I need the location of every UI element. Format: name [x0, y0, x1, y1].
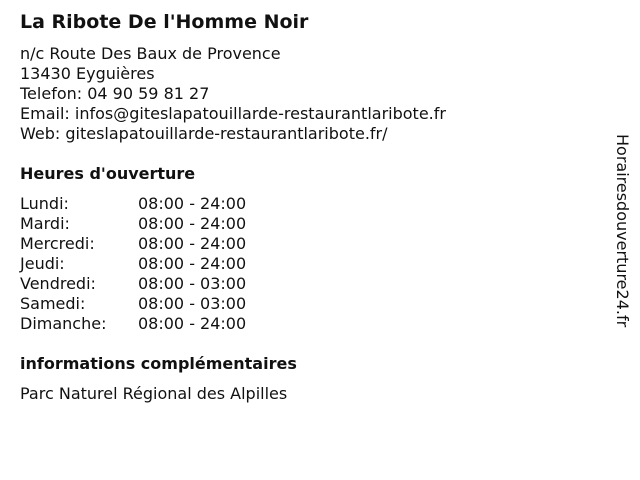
hours-time: 08:00 - 03:00: [138, 294, 247, 313]
hours-time: 08:00 - 24:00: [138, 314, 247, 333]
hours-heading: Heures d'ouverture: [20, 164, 196, 183]
hours-day: Mardi:: [20, 214, 70, 233]
address-block: [20, 44, 446, 144]
hours-row-monday: [20, 194, 246, 214]
hours-day: Samedi:: [20, 294, 86, 313]
hours-row-thursday: [20, 254, 246, 274]
email-link[interactable]: infos@giteslapatouillarde-restaurantlaribote.fr: [74, 104, 446, 123]
hours-row-sunday: [20, 314, 246, 334]
hours-time: 08:00 - 24:00: [138, 214, 247, 233]
hours-time: 08:00 - 03:00: [138, 274, 247, 293]
business-name: La Ribote De l'Homme Noir: [20, 11, 309, 33]
address-line-2: 13430 Eyguières: [20, 64, 155, 83]
address-line-1: n/c Route Des Baux de Provence: [20, 44, 281, 63]
hours-row-tuesday: [20, 214, 246, 234]
hours-row-friday: [20, 274, 246, 294]
hours-row-saturday: [20, 294, 246, 314]
hours-time: 08:00 - 24:00: [138, 194, 247, 213]
info-heading: informations complémentaires: [20, 354, 297, 373]
email-line: [20, 104, 446, 124]
site-brand-vertical: Horairesdouverture24.fr: [613, 134, 632, 328]
hours-day: Dimanche:: [20, 314, 107, 333]
hours-day: Jeudi:: [20, 254, 65, 273]
phone-number[interactable]: 04 90 59 81 27: [87, 84, 210, 103]
web-link[interactable]: giteslapatouillarde-restaurantlaribote.fr/: [65, 124, 388, 143]
info-text: Parc Naturel Régional des Alpilles: [20, 384, 288, 403]
email-label: Email:: [20, 104, 70, 123]
phone-label: Telefon:: [20, 84, 83, 103]
hours-time: 08:00 - 24:00: [138, 234, 247, 253]
web-line: [20, 124, 446, 144]
hours-day: Mercredi:: [20, 234, 95, 253]
hours-time: 08:00 - 24:00: [138, 254, 247, 273]
hours-day: Vendredi:: [20, 274, 96, 293]
hours-row-wednesday: [20, 234, 246, 254]
hours-day: Lundi:: [20, 194, 69, 213]
opening-hours-list: [20, 194, 246, 334]
phone-line: [20, 84, 446, 104]
web-label: Web:: [20, 124, 61, 143]
